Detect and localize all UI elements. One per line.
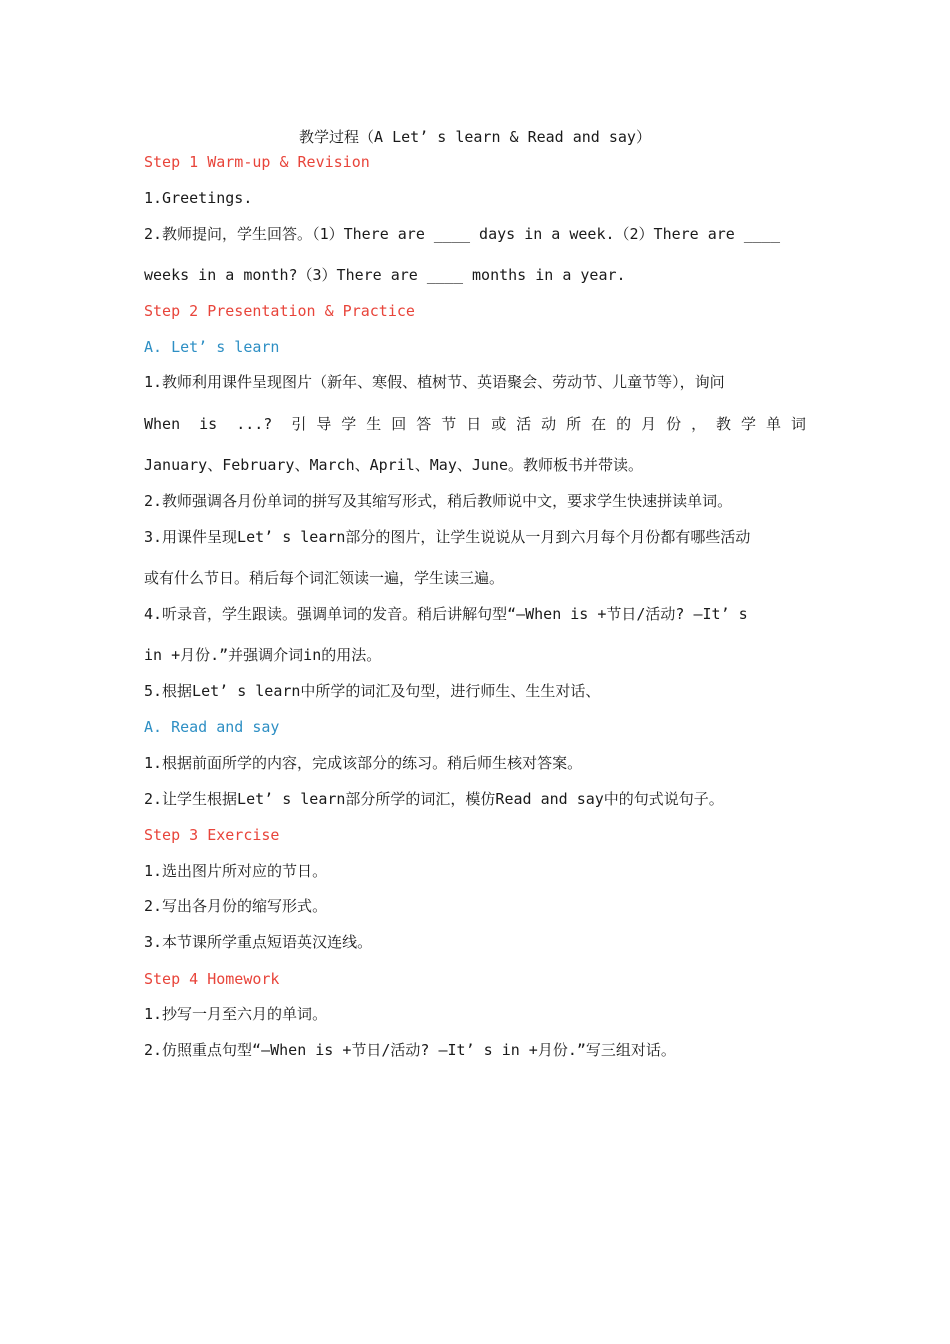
step2-para-3b: 或有什么节日。稍后每个词汇领读一遍，学生读三遍。 — [144, 569, 505, 587]
step2-para-1c: January、February、March、April、May、June。教师板书并带读。 — [144, 456, 643, 474]
step3-para-2: 2.写出各月份的缩写形式。 — [144, 897, 328, 915]
step2-para-2: 2.教师强调各月份单词的拼写及其缩写形式，稍后教师说中文，要求学生快速拼读单词。 — [144, 492, 733, 510]
step2-para-5: 5.根据Let’ s learn中所学的词汇及句型，进行师生、生生对话、 — [144, 682, 601, 700]
step2-para-1b: When is ...? 引导学生回答节日或活动所在的月份，教学单词 — [144, 415, 806, 433]
step4-para-1: 1.抄写一月至六月的单词。 — [144, 1005, 328, 1023]
step2-subheading-b: A. Read and say — [144, 718, 280, 736]
step2-heading: Step 2 Presentation & Practice — [144, 302, 415, 320]
step2-para-4a: 4.听录音，学生跟读。强调单词的发音。稍后讲解句型“—When is +节日/活动? —It’ s — [144, 605, 748, 623]
step3-heading: Step 3 Exercise — [144, 826, 280, 844]
step1-heading: Step 1 Warm-up & Revision — [144, 153, 370, 171]
step4-heading: Step 4 Homework — [144, 970, 280, 988]
step2-para-3a: 3.用课件呈现Let’ s learn部分的图片，让学生说说从一月到六月每个月份都有哪些活动 — [144, 528, 751, 546]
step1-para-2b: weeks in a month?（3）There are ____ months in a year. — [144, 266, 626, 284]
page-title: 教学过程（A Let’ s learn & Read and say） — [299, 128, 651, 146]
step3-para-1: 1.选出图片所对应的节日。 — [144, 862, 328, 880]
step2-para-1a: 1.教师利用课件呈现图片（新年、寒假、植树节、英语聚会、劳动节、儿童节等），询问 — [144, 373, 725, 391]
step4-para-2: 2.仿照重点句型“—When is +节日/活动? —It’ s in +月份.”写三组对话。 — [144, 1041, 676, 1059]
step2-para-4b: in +月份.”并强调介词in的用法。 — [144, 646, 382, 664]
step2-para-7: 2.让学生根据Let’ s learn部分所学的词汇，模仿Read and say中的句式说句子。 — [144, 790, 724, 808]
step1-para-1: 1.Greetings. — [144, 189, 253, 207]
step1-para-2a: 2.教师提问，学生回答。（1）There are ____ days in a week.（2）There are ____ — [144, 225, 780, 243]
step2-subheading-a: A. Let’ s learn — [144, 338, 280, 356]
step3-para-3: 3.本节课所学重点短语英汉连线。 — [144, 933, 373, 951]
step2-para-6: 1.根据前面所学的内容，完成该部分的练习。稍后师生核对答案。 — [144, 754, 583, 772]
